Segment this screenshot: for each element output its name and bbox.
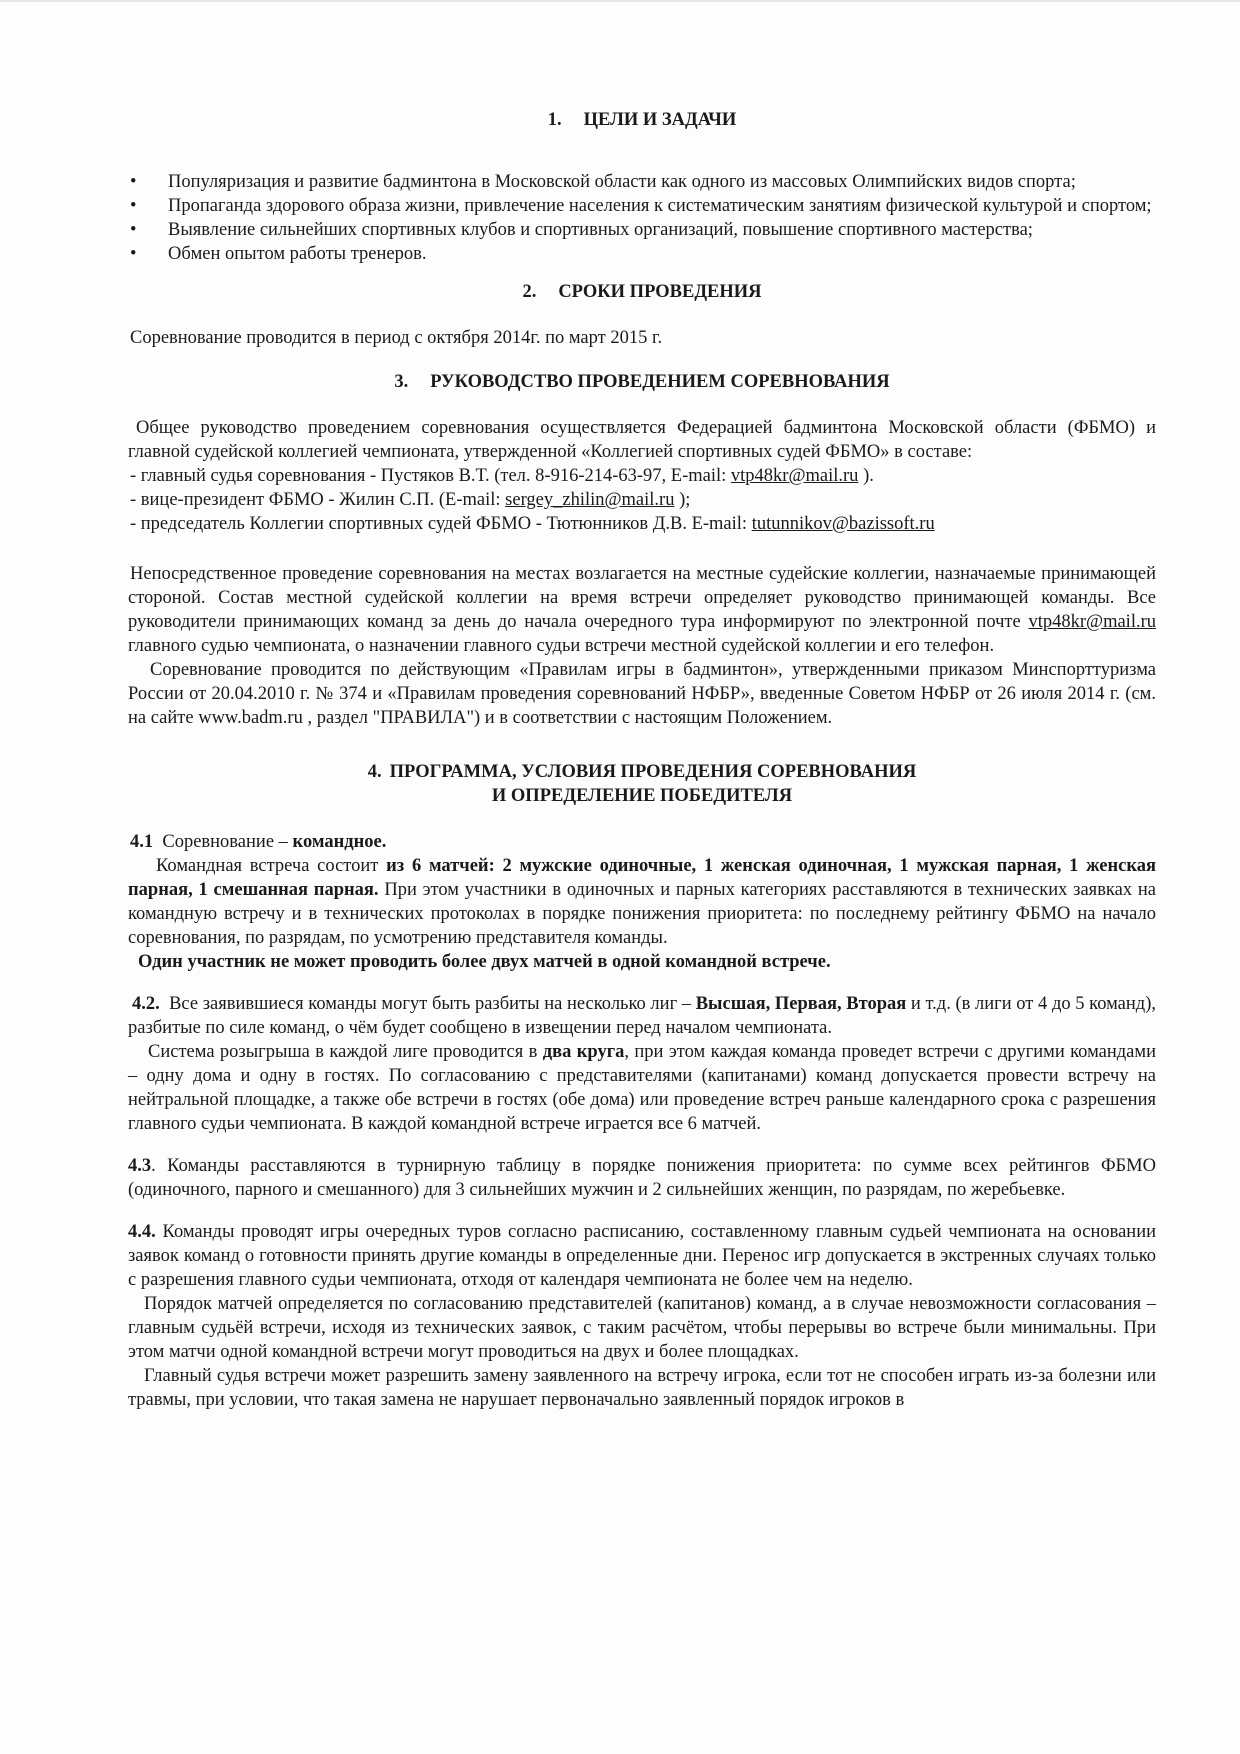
section-1-heading [128, 108, 1156, 132]
rules-paragraph: Соревнование проводится по действующим «Правилам игры в бадминтон», утвержденными приказом Минспорттуризма России от 20.04.2010 г. № 374 и «Правилам проведения соревнований НФБР», введенные Советом НФБР от 26 июля 2014 г. (см. на сайте www.badm.ru , раздел "ПРАВИЛА") и в соответствии с настоящим Положением. [128, 660, 1156, 728]
clause-4-3-text: . Команды расставляются в турнирную таблицу в порядке понижения приоритета: по сумме всех рейтингов ФБМО (одиночного, парного и смешанного) для 3 сильнейших мужчин и 2 сильнейших женщин, по разрядам, по жеребьевке. [128, 1156, 1156, 1200]
bullet-icon: • [130, 244, 137, 264]
section-1-number: 1. [547, 110, 562, 130]
judge-line-2 [128, 488, 1156, 512]
local-judges-email-link[interactable]: vtp48kr@mail.ru [1028, 612, 1156, 632]
judge-2-email-link[interactable]: sergey_zhilin@mail.ru [505, 490, 675, 510]
judge-2-text: - вице-президент ФБМО - Жилин С.П. (E-mail: [130, 490, 506, 510]
clause-4-1-p1-a: Командная встреча состоит [156, 856, 387, 876]
section-4-heading [128, 760, 1156, 808]
clause-4-2-bold: Высшая, Первая, Вторая [695, 994, 907, 1014]
section-4-title-line-1: ПРОГРАММА, УСЛОВИЯ ПРОВЕДЕНИЯ СОРЕВНОВАНИЯ [389, 762, 917, 782]
clause-4-1-dot: . [381, 832, 387, 852]
judge-1-email-link[interactable]: vtp48kr@mail.ru [730, 466, 859, 486]
bullet-icon: • [130, 220, 137, 240]
section-1-title: ЦЕЛИ И ЗАДАЧИ [583, 110, 737, 130]
section-3-number: 3. [394, 372, 409, 392]
section-4-title-line-2: И ОПРЕДЕЛЕНИЕ ПОБЕДИТЕЛЯ [491, 786, 793, 806]
judge-2-tail: ); [674, 490, 691, 510]
clause-4-1-bold: командное [292, 832, 382, 852]
clause-4-1-label: 4.1 [130, 832, 154, 852]
section-2-title: СРОКИ ПРОВЕДЕНИЯ [558, 282, 762, 302]
clause-4-2 [128, 992, 1156, 1040]
clause-4-1 [128, 830, 1156, 854]
bullet-icon: • [130, 196, 137, 216]
section-3-title: РУКОВОДСТВО ПРОВЕДЕНИЕМ СОРЕВНОВАНИЯ [430, 372, 890, 392]
clause-4-4-text: Команды проводят игры очередных туров согласно расписанию, составленному главным судьей чемпионата на основании заявок команд о готовности принять другие команды в определенные дни. Перенос игр допускается в экстренных случаях только с разрешения главного судьи чемпионата, отходя от календаря чемпионата не более чем на неделю. [128, 1222, 1156, 1290]
local-judges-paragraph [128, 562, 1156, 658]
section-2-heading [128, 280, 1156, 304]
local-judges-text-b: главного судью чемпионата, о назначении главного судьи встречи местной судейской коллегии и его телефон. [128, 636, 995, 656]
clause-4-1-restriction-text: Один участник не может проводить более двух матчей в одной командной встрече. [138, 952, 831, 972]
document-body [128, 100, 1156, 1412]
clause-4-3-label: 4.3 [128, 1156, 152, 1176]
clause-4-2-label: 4.2. [132, 994, 160, 1014]
judge-3-text: - председатель Коллегии спортивных судей ФБМО - Тютюнников Д.В. E-mail: [130, 514, 752, 534]
goals-list [128, 170, 1156, 266]
clause-4-2-p2-a: Система розыгрыша в каждой лиге проводится в [148, 1042, 543, 1062]
bullet-icon: • [130, 172, 137, 192]
clause-4-4 [128, 1220, 1156, 1292]
section-3-heading [128, 370, 1156, 394]
scan-edge [0, 0, 1240, 2]
dates-paragraph: Соревнование проводится в период с октября 2014г. по март 2015 г. [130, 328, 663, 348]
judge-3-email-link[interactable]: tutunnikov@bazissoft.ru [751, 514, 935, 534]
clause-4-4-paragraph-2: Порядок матчей определяется по согласованию представителей (капитанов) команд, а в случае невозможности согласования – главным судьёй встречи, исходя из технических заявок, с таким расчётом, чтобы перерывы во встрече были минимальны. При этом матчи одной командной встречи могут проводиться на двух и более площадках. [128, 1294, 1156, 1362]
list-item-text: Обмен опытом работы тренеров. [168, 244, 427, 264]
clause-4-2-p2-b: , при этом каждая команда проведет встречи с другими командами – одну дома и одну в гостях. По согласованию с представителями (капитанами) команд допускается провести встречу на нейтральной площадке, а также обе встречи в гостях (обе дома) или проведение встреч раньше календарного срока с разрешения главного судьи чемпионата. В каждой командной встрече играется все 6 матчей. [128, 1042, 1156, 1134]
judge-1-text: - главный судья соревнования - Пустяков В.Т. (тел. 8-916-214-63-97, E-mail: [130, 466, 731, 486]
clause-4-1-restriction [128, 950, 1156, 974]
list-item [128, 242, 1156, 266]
clause-4-2-text-a: Все заявившиеся команды могут быть разбиты на несколько лиг – [169, 994, 696, 1014]
clause-4-4-label: 4.4. [128, 1222, 156, 1242]
judge-line-3 [128, 512, 1156, 536]
list-item [128, 170, 1156, 194]
list-item-text: Популяризация и развитие бадминтона в Московской области как одного из массовых Олимпийских видов спорта; [168, 172, 1076, 192]
local-judges-text-a: Непосредственное проведение соревнования на местах возлагается на местные судейские коллегии, назначаемые принимающей стороной. Состав местной судейской коллегии на время встречи определяет руководство принимающей команды. Все руководители принимающих команд за день до начала очередного тура информируют по электронной почте [128, 564, 1156, 632]
section-2-number: 2. [522, 282, 537, 302]
clause-4-3 [128, 1154, 1156, 1202]
judge-1-tail: ). [858, 466, 874, 486]
clause-4-2-paragraph [128, 1040, 1156, 1136]
clause-4-4-paragraph-3: Главный судья встречи может разрешить замену заявленного на встречу игрока, если тот не способен играть из-за болезни или травмы, при условии, что такая замена не нарушает первоначально заявленный порядок игроков в [128, 1366, 1156, 1410]
judge-line-1 [128, 464, 1156, 488]
clause-4-1-text: Соревнование – [162, 832, 293, 852]
clause-4-1-p1-b: При этом участники в одиночных и парных категориях расставляются в технических заявках на командную встречу и в технических протоколах в порядке понижения приоритета: по последнему рейтингу ФБМО на начало соревнования, по разрядам, по усмотрению представителя команды. [128, 880, 1156, 948]
clause-4-1-p1-bold: из 6 матчей: 2 мужские одиночные, 1 женская одиночная, 1 мужская парная, 1 женская парная, 1 смешанная парная. [128, 856, 1156, 900]
clause-4-2-p2-bold: два круга [542, 1042, 625, 1062]
section-4-number: 4. [367, 762, 382, 782]
list-item [128, 218, 1156, 242]
list-item-text: Пропаганда здорового образа жизни, привлечение населения к систематическим занятиям физической культурой и спортом; [168, 196, 1152, 216]
clause-4-2-text-b: и т.д. (в лиги от 4 до 5 команд), разбитые по силе команд, о чём будет сообщено в извещении перед началом чемпионата. [128, 994, 1156, 1038]
management-intro: Общее руководство проведением соревнования осуществляется Федерацией бадминтона Московской области (ФБМО) и главной судейской коллегией чемпионата, утвержденной «Коллегией спортивных судей ФБМО» в составе: [128, 418, 1156, 462]
list-item [128, 194, 1156, 218]
list-item-text: Выявление сильнейших спортивных клубов и спортивных организаций, повышение спортивного мастерства; [168, 220, 1033, 240]
clause-4-1-paragraph [128, 854, 1156, 950]
